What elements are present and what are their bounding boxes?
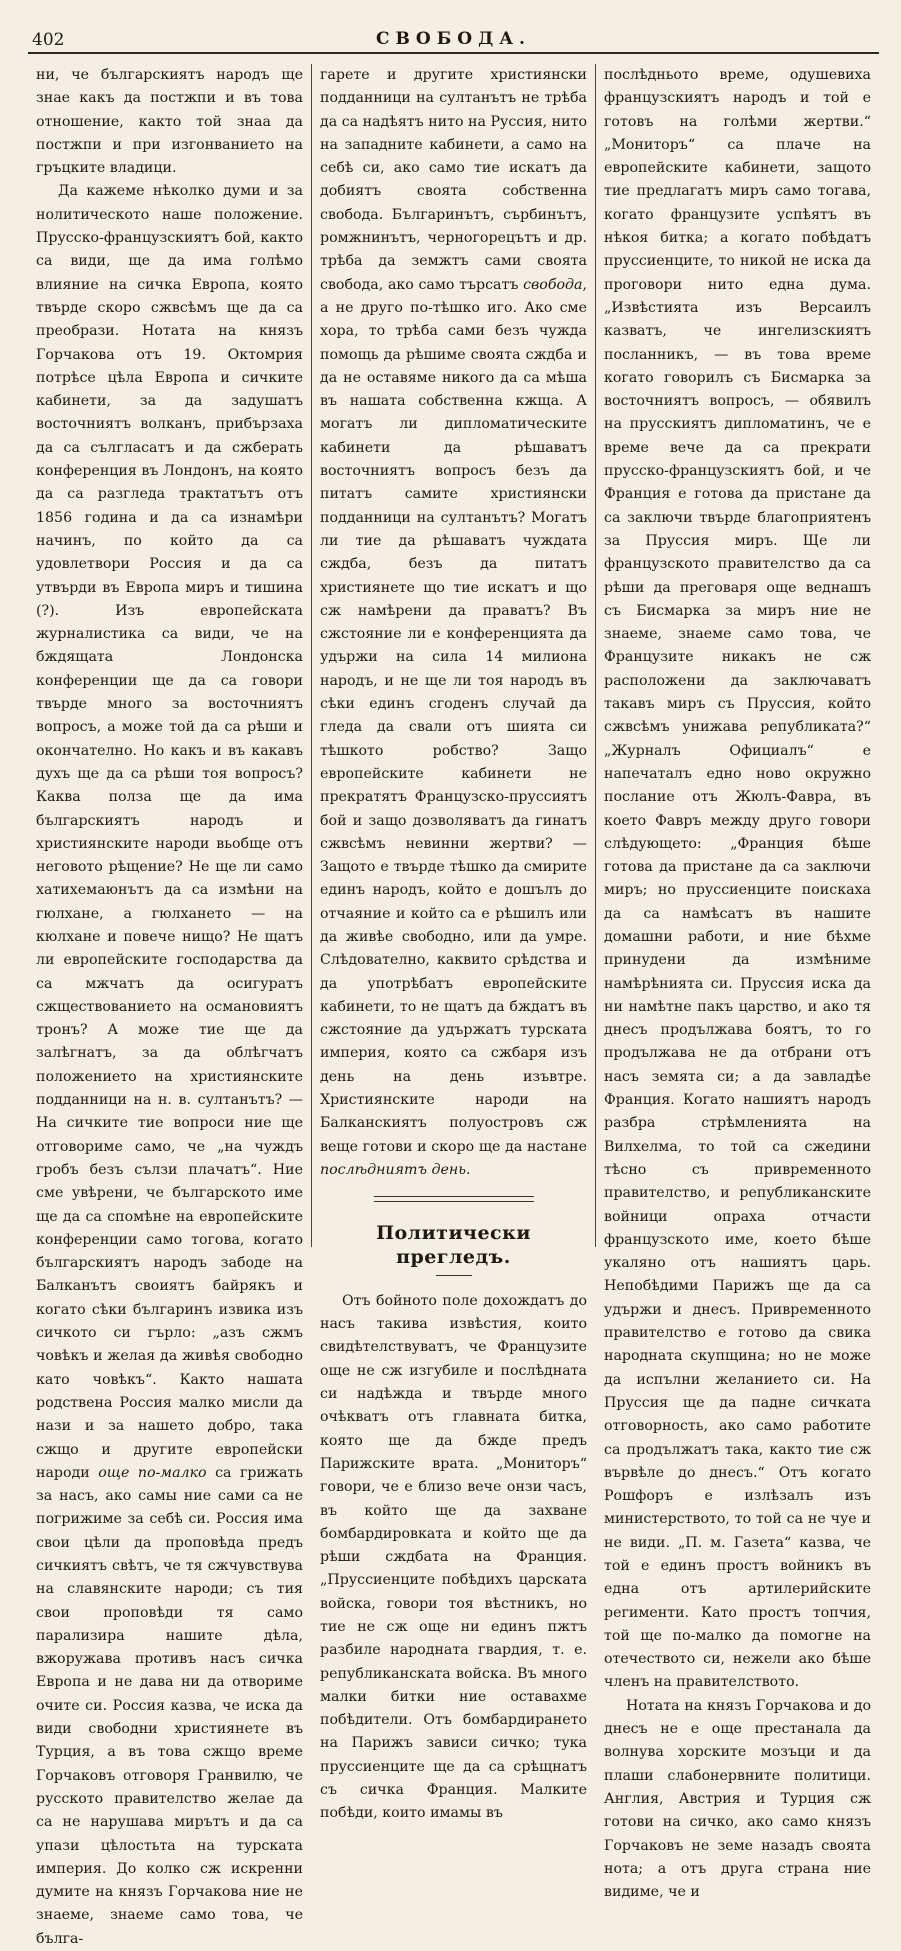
page-header [28, 26, 879, 54]
column-3 [595, 64, 879, 1901]
italic-phrase: послѣдниятъ день. [320, 1161, 471, 1178]
section-heading: Политически прегледъ. [376, 1222, 531, 1268]
italic-word: свобода [523, 276, 583, 293]
article-columns [28, 64, 879, 1947]
paragraph [320, 64, 587, 1182]
section-divider [374, 1196, 534, 1202]
paragraph-text: , а не друго по-тѣшко иго. Ако сме хора, то трѣба сами безъ чужда помощь да рѣшиме своята сждба и да не оставяме никого да са мѣша въ нашата собственна кжща. А могатъ ли дипломатическите кабинети да рѣшаватъ восточниятъ вопросъ безъ да питатъ самите християнски подданници на султанътъ? Могатъ ли тие да рѣшаватъ чуждата сждба, безъ да питатъ християнете що тие искатъ и що сж намѣрени да праватъ? Въ сжстояние ли е конференцията да удържи на сила 14 милиона народъ, и не ще ли тоя народъ въ сѣки единъ сгоденъ случай да гледа да свали отъ шията си тѣшкото робство? Защо европейските кабинети не прекратятъ Французско-пруссиятъ бой и защо дозволяватъ да гинатъ сжвсѣмъ невинни жертви? — Защото е твърде тѣшко да смирите единъ народъ, който е дошълъ до отчаяние и който са е рѣшилъ или да живѣе свободно, или да умре. Слѣдователно, каквито срѣдства и да употрѣбатъ европейските кабинети, то не щатъ да бждатъ въ сжстояние да удържатъ турската империя, която са сжбаря изъ день на день изъвтре. Християнските народи на Балканскиятъ полуостровъ сж веще готови и скоро ще да настане [320, 276, 587, 1155]
paragraph-text: са грижать за насъ, ако самы ние сами са не погрижиме за себѣ си. Россия има свои цѣли да проповѣда предъ сичкиятъ свѣтъ, че тя сжчувствува на славянските народи; съ тия свои проповѣди тя само парализира нашите дѣла, вжоружава противъ насъ сичка Европа и не дава ни да отвориме очите си. Россия казва, че иска да види свободни християнете въ Турция, а въ това сжщо време Горчаковъ отговоря Гранвилю, че русското правителство желае да са не нарушава мирътъ и да са упази цѣлостьта на турската империя. До колко сж искренни думите на князъ Горчакова ние не знаеме, знаеме само това, че бълга- [36, 1464, 303, 1947]
paragraph: ни, че българскиятъ народъ ще знае какъ да постжпи и въ това отношение, както той знаа да постжпи и при изгонванието на гръцките владици. [36, 67, 303, 177]
page-number: 402 [32, 30, 65, 50]
paragraph: послѣдньото време, одушевиха французскиятъ народъ и той е готовъ на голѣми жертви.“ „Мониторъ“ са плаче на европейските кабинети, защото тие предлагатъ миръ само тогава, когато французите успѣятъ въ нѣкоя битка; а когато побѣдатъ пруссиенците, то никой не иска да проговори нито една дума. „Извѣстията изъ Версаилъ казватъ, че ингелизскиятъ посланникъ, — въ това време когато говорилъ съ Бисмарка за восточниятъ вопросъ, — обявилъ на прусскиятъ дипломатинъ, че е време вече да са прекрати прусско-французскиятъ бой, и че Франция е готова да пристане да са заключи твърде благоприятенъ за Пруссия миръ. Ще ли французското правителство да са рѣши да преговаря още веднашъ съ Бисмарка за миръ ние не знаеме, знаеме само това, че Французите никакъ не сж расположени да заключаватъ такавъ миръ съ Пруссия, който сжвсѣмъ унижава републиката?“ „Журналъ Официалъ“ е напечаталъ едно ново окружно послание отъ Жюлъ-Фавра, въ което Фавръ между друго говори слѣдующето: „Франция бѣше готова да пристане да са заключи миръ; но пруссиенците поискаха да са намѣсатъ въ нашите домашни работи, и ние бѣхме принудени да измѣниме намѣрѣнията си. Пруссия иска да ни намѣтне пакъ царство, и ако тя днесъ продължава боятъ, то го продължава не да отбрани отъ насъ земята си; а да завладѣе Франция. Когато нашиятъ народъ разбра стрѣмленията на Вилхелма, то той са сжедини тѣсно съ привременното правителство, и републиканските войници опраха отчасти французското име, което бѣше укаляно отъ нашиятъ царь. Непобѣдими Парижъ ще да са удържи и днесъ. Привременното правителство е готово да свика народната скупщина; но не може да испълни желанието си. На Пруссия ще да падне сичката отговорность, ако само работите са продължатъ така, както тие сж вървѣле до днесъ.“ Отъ когато Рошфоръ е излѣзалъ изъ министерството, то той са не чуе и не види. „П. м. Газета“ казва, че той е единъ простъ войникъ въ една отъ артилерийските регименти. Като простъ топчия, той ще по-малко да помогне на отечеството си, нежели ако бѣше членъ на правителството. [604, 67, 871, 1691]
heading-rule [436, 1275, 472, 1276]
newspaper-title: СВОБОДА. [376, 29, 531, 49]
italic-phrase: още по-малко [98, 1464, 207, 1481]
column-2 [311, 64, 595, 1822]
paragraph-text: Да кажеме нѣколко думи и за нолитическото наше положение. Прусско-французскиятъ бой, както са види, ще да има голѣмо влияние на сичка Европа, която твърде скоро сжвсѣмъ ще да са преобрази. Нотата на князъ Горчакова отъ 19. Октомрия потрѣсе цѣла Европа и сичките кабинети, за да задушатъ восточниятъ волканъ, прибързаха да са сългласатъ и да сжберать конференция въ Лондонъ, на която да са разгледа трактатътъ отъ 1856 година и да са изнамѣри начинъ, по който да са удовлетвори Россия и да са утвърди въ Европа миръ и тишина (?). Изъ европейската журналистика са види, че на бждящата Лондонска конференции ще да са говори твърде много за восточниятъ вопросъ, а може той да са рѣши и окончателно. Но какъ и въ какавъ духъ ще да са рѣши тоя вопросъ? Каква полза ще да има българскиятъ народъ и християнските народи вьобще отъ неговото рѣщение? Не ще ли само хатихемаюнътъ да са измѣни на гюлхане, а гюлхането — на кюлхане и повече нищо? Не щатъ ли европейските господарства да са мжчатъ да осигуратъ сжществованието на османовиятъ тронъ? А може тие ще да залѣгнатъ, за да облѣгчатъ положението на християнските подданници на н. в. султанътъ? — На сичките тие вопроси ние ще отговориме само, че „на чуждъ гробъ безъ сълзи плачатъ“. Ние сме увѣрени, че българското име ще да са спомѣне на европейските конференции само тогова, когато българскиятъ народъ забоде на Балканътъ своиятъ байрякъ и когато сѣки българинъ извика изъ сичкото си гърло: „азъ сжмъ човѣкъ и желая да живѣя свободно като човѣкъ“. Както нашата родствена Россия малко мисли да нази и за нашето добро, така сжщо и другите европейски народи [36, 183, 303, 1481]
column-1 [28, 64, 311, 1947]
paragraph: Нотата на князъ Горчакова и до днесъ не е още престанала да волнува хорските мозъци и да плаши слабонервните политици. Англия, Австрия и Турция сж готови на сичко, ако само князъ Горчаковъ не земе назадъ своята нота; а отъ друга страна ние видиме, че и [604, 1697, 871, 1901]
paragraph-text: гарете и другите християнски подданници на султанътъ не трѣба да са надѣятъ нито на Руссия, нито на западните кабинети, а само на себѣ си, ако само тие искатъ да добиятъ своята собственна свобода. Българинътъ, сърбинътъ, ромжнинътъ, черногорецътъ и др. трѣба да земжтъ сами своята свобода, ако само търсатъ [320, 67, 587, 293]
paragraph: Отъ бойното поле дохождатъ до насъ такива извѣстия, които свидѣтелствуватъ, че Французите още не сж изгубиле и послѣдната си надѣжда и твърде много очѣкватъ отъ главната битка, която ще да бжде предъ Парижските врата. „Мониторъ“ говори, че е близо вече онзи часъ, въ който ще да захване бомбардировката и който ще да рѣши сждбата на Франция. „Пруссиенците побѣдихъ царската войска, говори тоя вѣстникъ, но тие не сж още ни единъ пжтъ разбиле народната гвардия, т. е. републиканската войска. Въ много малки битки ние оставахме побѣдители. Отъ бомбардирането на Парижъ зависи сичко; тука пруссиенците ще да са срѣщнатъ съ сичка Франция. Малките побѣди, които имамы въ [320, 1292, 587, 1822]
paragraph [36, 180, 303, 1951]
